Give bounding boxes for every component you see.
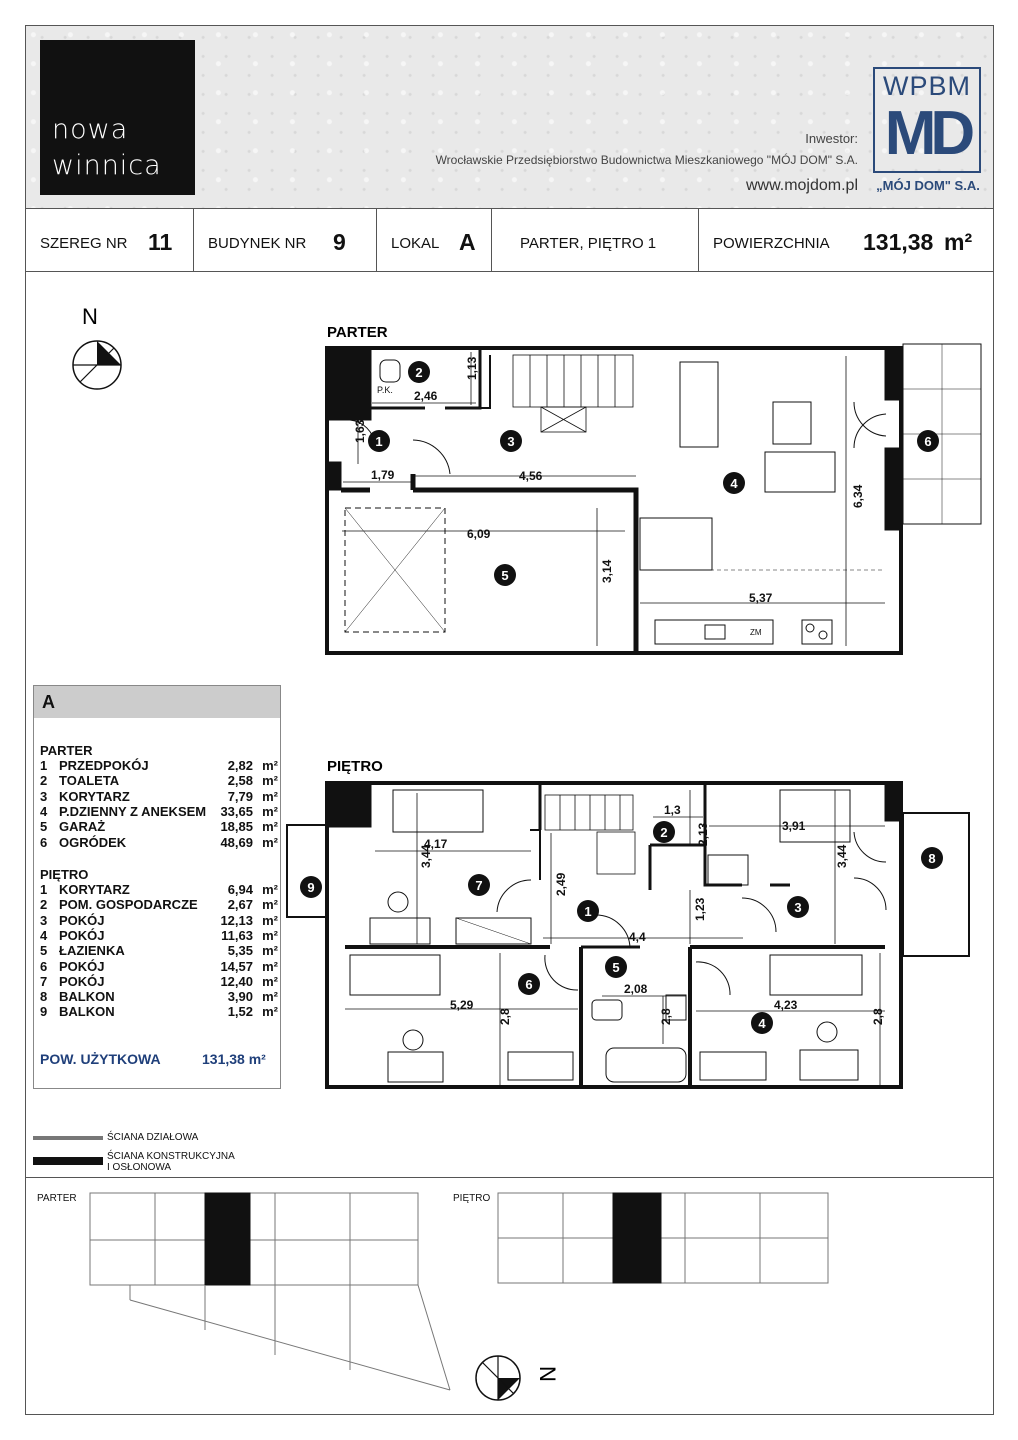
investor-logo-top: WPBM bbox=[883, 71, 971, 101]
legend-row bbox=[40, 758, 280, 774]
legend-n: 9 bbox=[40, 1004, 48, 1020]
compass-n-label: N bbox=[82, 304, 98, 329]
dim-28b: 2,8 bbox=[659, 1008, 673, 1025]
legend-unit: m² bbox=[262, 819, 278, 835]
legend-area: 7,79 bbox=[227, 788, 253, 804]
legend-name: KORYTARZ bbox=[59, 788, 130, 804]
legend-row bbox=[40, 959, 280, 975]
legend-parter-title: PARTER bbox=[40, 743, 93, 758]
legend-row bbox=[40, 882, 280, 898]
legend-row bbox=[40, 773, 280, 789]
legend-unit: m² bbox=[262, 882, 278, 897]
legend-area: 12,13 bbox=[220, 912, 253, 928]
legend-row bbox=[40, 819, 280, 835]
legend-name: BALKON bbox=[59, 989, 115, 1005]
dim-423: 4,23 bbox=[774, 998, 798, 1012]
legend-row bbox=[40, 943, 280, 959]
legend-row bbox=[40, 897, 280, 913]
dim-179: 1,79 bbox=[371, 468, 395, 482]
legend-unit: m² bbox=[262, 897, 278, 913]
lokal-value: A bbox=[459, 229, 476, 255]
legend-n: 4 bbox=[40, 927, 48, 943]
room-legend bbox=[33, 685, 281, 1089]
dim-249: 2,49 bbox=[554, 872, 568, 896]
dim-113: 1,13 bbox=[465, 356, 479, 380]
investor-logo-sub: „MÓJ DOM" S.A. bbox=[876, 178, 980, 193]
lokal-label: LOKAL bbox=[391, 235, 440, 252]
floors-label: PARTER, PIĘTRO 1 bbox=[520, 235, 657, 252]
pietro-room-8: 8 bbox=[928, 851, 936, 866]
zm-label: ZM bbox=[750, 628, 762, 637]
legend-total-label: POW. UŻYTKOWA bbox=[40, 1051, 161, 1067]
dim-28a: 2,8 bbox=[498, 1008, 512, 1025]
legend-n: 1 bbox=[40, 882, 48, 897]
pietro-plan bbox=[287, 783, 969, 1087]
legend-n: 5 bbox=[40, 943, 48, 959]
dim-163: 1,63 bbox=[353, 419, 367, 443]
legend-unit: m² bbox=[262, 943, 278, 959]
legend-n: 6 bbox=[40, 958, 48, 974]
parter-title: PARTER bbox=[327, 324, 388, 341]
pietro-room-2: 2 bbox=[660, 825, 668, 840]
pietro-room-6: 6 bbox=[525, 977, 533, 992]
wall-key-dzialowa bbox=[33, 1136, 103, 1140]
dim-213: 2,13 bbox=[696, 822, 710, 846]
dim-609: 6,09 bbox=[467, 527, 491, 541]
investor-logo-big: MD bbox=[884, 99, 970, 168]
legend-area: 3,90 bbox=[227, 989, 253, 1005]
mini-plans-divider bbox=[26, 1177, 993, 1178]
legend-unit: m² bbox=[262, 803, 278, 819]
legend-n: 3 bbox=[40, 912, 48, 928]
compass-bottom-icon bbox=[476, 1356, 520, 1400]
legend-name: GARAŻ bbox=[59, 819, 106, 835]
legend-n: 6 bbox=[40, 834, 48, 850]
legend-unit: m² bbox=[262, 1004, 278, 1020]
compass-north-icon bbox=[73, 341, 121, 389]
compass-bottom-n-label: N bbox=[535, 1366, 560, 1382]
parter-room-6: 6 bbox=[924, 434, 932, 449]
pietro-room-3: 3 bbox=[794, 900, 802, 915]
legend-unit: m² bbox=[262, 973, 278, 989]
dim-456: 4,56 bbox=[519, 469, 543, 483]
powierzchnia-unit: m² bbox=[944, 229, 973, 255]
dim-634: 6,34 bbox=[851, 484, 865, 508]
legend-area: 14,57 bbox=[220, 958, 253, 974]
legend-row bbox=[40, 928, 280, 944]
wall-key-konstrukcyjna-line1: ŚCIANA KONSTRUKCYJNA bbox=[107, 1151, 235, 1162]
legend-unit: m² bbox=[262, 912, 278, 928]
dim-537: 5,37 bbox=[749, 591, 773, 605]
mini-plan-pietro bbox=[498, 1193, 828, 1283]
pietro-room-9: 9 bbox=[307, 880, 315, 895]
dim-28c: 2,8 bbox=[871, 1008, 885, 1025]
pietro-room-7: 7 bbox=[475, 878, 483, 893]
legend-area: 18,85 bbox=[220, 819, 253, 835]
dim-417: 4,17 bbox=[424, 837, 448, 851]
legend-n: 1 bbox=[40, 758, 48, 773]
legend-area: 12,40 bbox=[220, 973, 253, 989]
legend-name: POKÓJ bbox=[59, 912, 105, 928]
legend-unit: m² bbox=[262, 927, 278, 943]
legend-total-value: 131,38 m² bbox=[202, 1051, 266, 1067]
legend-n: 2 bbox=[40, 897, 48, 913]
legend-name: P.DZIENNY Z ANEKSEM bbox=[59, 803, 207, 819]
legend-unit: m² bbox=[262, 834, 278, 850]
parter-room-2: 2 bbox=[415, 365, 423, 380]
legend-unit: m² bbox=[262, 758, 278, 773]
legend-area: 48,69 bbox=[220, 834, 253, 850]
mini-plan-pietro-label: PIĘTRO bbox=[453, 1193, 491, 1204]
wall-key-konstrukcyjna-line2: I OSŁONOWA bbox=[107, 1162, 172, 1173]
legend-header bbox=[34, 686, 280, 718]
legend-name: POKÓJ bbox=[59, 927, 105, 943]
legend-area: 11,63 bbox=[221, 927, 253, 943]
investor-url[interactable]: www.mojdom.pl bbox=[745, 177, 858, 194]
legend-area: 33,65 bbox=[220, 803, 253, 819]
powierzchnia-value: 131,38 bbox=[863, 229, 934, 255]
legend-unit: m² bbox=[262, 958, 278, 974]
dim-344a: 3,44 bbox=[419, 844, 433, 868]
legend-n: 3 bbox=[40, 788, 48, 804]
budynek-value: 9 bbox=[333, 229, 346, 255]
dim-208: 2,08 bbox=[624, 982, 648, 996]
pietro-title: PIĘTRO bbox=[327, 758, 383, 775]
pk-label: P.K. bbox=[377, 385, 393, 395]
legend-n: 7 bbox=[40, 973, 48, 989]
wall-key-konstrukcyjna-label bbox=[107, 1151, 235, 1173]
brand-line-1: nowa bbox=[52, 114, 129, 145]
pietro-dimension-lines bbox=[345, 790, 885, 1085]
legend-area: 6,94 bbox=[227, 882, 253, 897]
legend-name: KORYTARZ bbox=[59, 882, 130, 897]
pietro-room-4: 4 bbox=[758, 1016, 766, 1031]
legend-name: OGRÓDEK bbox=[59, 834, 127, 850]
legend-row bbox=[40, 1004, 280, 1020]
wall-key-dzialowa-label: ŚCIANA DZIAŁOWA bbox=[107, 1132, 199, 1143]
legend-pietro-title: PIĘTRO bbox=[40, 867, 89, 882]
legend-name: BALKON bbox=[59, 1004, 115, 1020]
legend-name: POKÓJ bbox=[59, 973, 105, 989]
legend-area: 2,82 bbox=[227, 758, 253, 773]
szereg-value: 11 bbox=[148, 229, 173, 255]
wall-key-konstrukcyjna bbox=[33, 1157, 103, 1165]
legend-name: ŁAZIENKA bbox=[59, 943, 125, 959]
legend-row bbox=[40, 789, 280, 805]
legend-n: 8 bbox=[40, 989, 48, 1005]
legend-unit: m² bbox=[262, 773, 278, 789]
legend-row bbox=[40, 835, 280, 851]
dim-13: 1,3 bbox=[664, 803, 681, 817]
parter-room-4: 4 bbox=[730, 476, 738, 491]
investor-label: Inwestor: bbox=[805, 131, 858, 146]
legend-n: 2 bbox=[40, 773, 48, 789]
mini-plan-parter bbox=[90, 1193, 450, 1390]
dim-123: 1,23 bbox=[693, 897, 707, 921]
legend-row bbox=[40, 989, 280, 1005]
parter-room-markers bbox=[368, 361, 939, 586]
legend-unit: m² bbox=[262, 989, 278, 1005]
legend-name: POKÓJ bbox=[59, 958, 105, 974]
pietro-room-1: 1 bbox=[584, 904, 592, 919]
pietro-room-5: 5 bbox=[612, 960, 620, 975]
legend-row bbox=[40, 804, 280, 820]
mini-plan-parter-label: PARTER bbox=[37, 1193, 77, 1204]
legend-row bbox=[40, 974, 280, 990]
pietro-dimension-labels bbox=[419, 803, 885, 1025]
dim-391: 3,91 bbox=[782, 819, 806, 833]
legend-unit: m² bbox=[262, 788, 278, 804]
dim-44: 4,4 bbox=[629, 930, 646, 944]
parter-room-1: 1 bbox=[375, 434, 383, 449]
dim-314: 3,14 bbox=[600, 559, 614, 583]
legend-letter: A bbox=[42, 692, 55, 712]
brand-line-2: winnica bbox=[52, 150, 162, 181]
legend-n: 5 bbox=[40, 819, 48, 835]
legend-name: PRZEDPOKÓJ bbox=[59, 758, 149, 773]
dim-529: 5,29 bbox=[450, 998, 474, 1012]
parter-room-5: 5 bbox=[501, 568, 509, 583]
legend-area: 1,52 bbox=[227, 1004, 253, 1020]
legend-n: 4 bbox=[40, 803, 48, 819]
legend-area: 2,67 bbox=[227, 897, 253, 913]
budynek-label: BUDYNEK NR bbox=[208, 235, 307, 252]
dim-246: 2,46 bbox=[414, 389, 438, 403]
parter-room-3: 3 bbox=[507, 434, 515, 449]
dim-344b: 3,44 bbox=[835, 844, 849, 868]
investor-name: Wrocławskie Przedsiębiorstwo Budownictwa Mieszkaniowego "MÓJ DOM" S.A. bbox=[435, 153, 858, 167]
legend-total bbox=[40, 1051, 280, 1067]
legend-row bbox=[40, 913, 280, 929]
powierzchnia-label: POWIERZCHNIA bbox=[713, 235, 830, 252]
parter-dimension-labels bbox=[353, 356, 865, 637]
legend-area: 5,35 bbox=[227, 943, 253, 959]
szereg-label: SZEREG NR bbox=[40, 235, 128, 252]
legend-name: POM. GOSPODARCZE bbox=[59, 897, 198, 913]
legend-area: 2,58 bbox=[227, 773, 253, 789]
legend-name: TOALETA bbox=[59, 773, 120, 789]
